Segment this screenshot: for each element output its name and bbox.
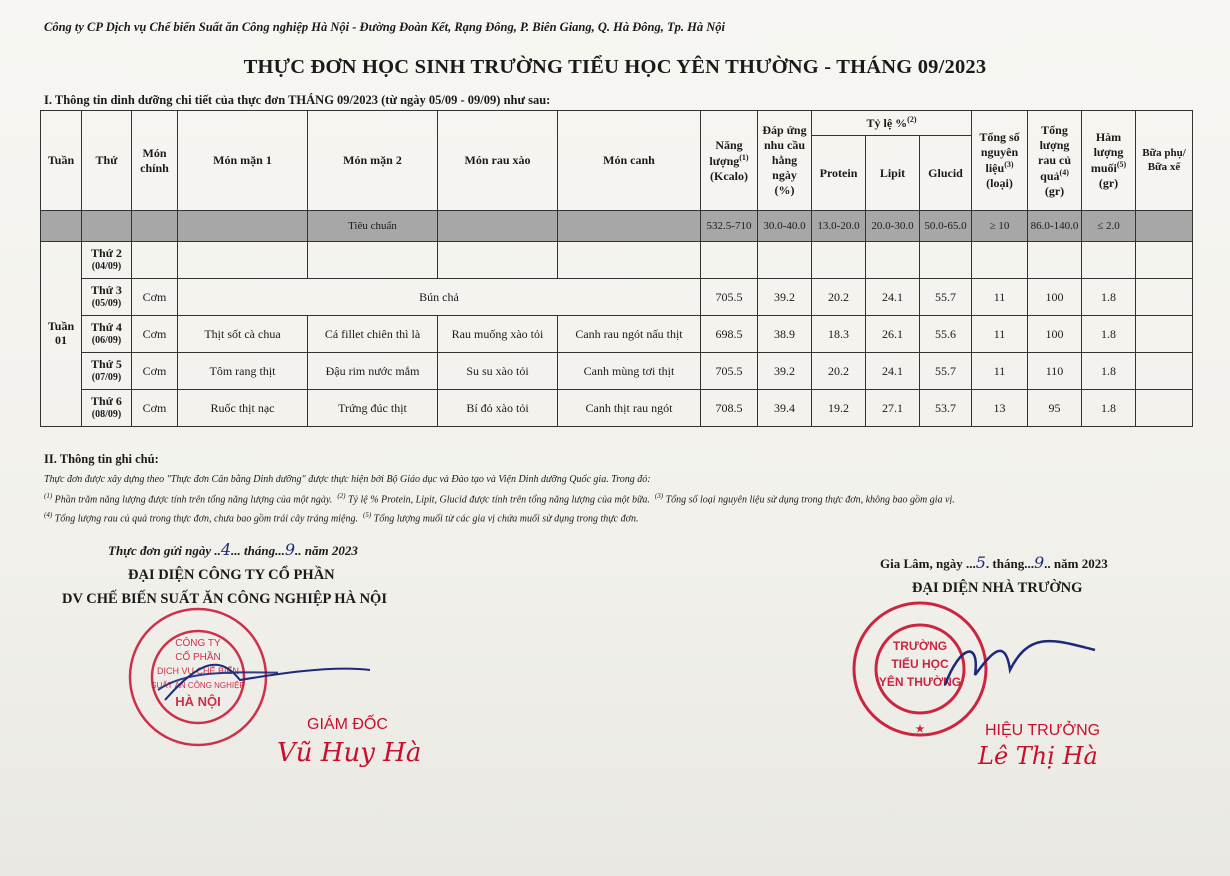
nang-luong-cell: 705.5 — [701, 353, 758, 390]
mon-chinh-cell: Cơm — [132, 353, 178, 390]
svg-text:CÔNG TY: CÔNG TY — [175, 638, 221, 649]
ham-muoi-cell: 1.8 — [1082, 279, 1136, 316]
ham-muoi-cell: 1.8 — [1082, 390, 1136, 427]
header-tong-rau: Tổng lượng rau củ quả$^{(4)}$ (gr) — [1028, 111, 1082, 211]
tong-nl-cell: 11 — [972, 279, 1028, 316]
protein-cell: 20.2 — [812, 279, 866, 316]
dap-ung-cell: 38.9 — [758, 316, 812, 353]
man2-cell: Cá fillet chiên thì là — [308, 316, 438, 353]
header-protein: Protein — [812, 136, 866, 211]
standard-tong-rau: 86.0-140.0 — [1028, 211, 1082, 242]
header-thu: Thứ — [82, 111, 132, 211]
principal-name: Lê Thị Hà — [978, 742, 1098, 770]
canh-cell: Canh rau ngót nấu thịt — [558, 316, 701, 353]
header-mon-chinh: Món chính — [132, 111, 178, 211]
header-mon-canh: Món canh — [558, 111, 701, 211]
man2-cell: Đậu rim nước mắm — [308, 353, 438, 390]
protein-cell: 20.2 — [812, 353, 866, 390]
company-rep-line-1: ĐẠI DIỆN CÔNG TY CỔ PHẦN — [128, 567, 335, 583]
header-mon-man-2: Món mặn 2 — [308, 111, 438, 211]
canh-cell: Canh thịt rau ngót — [558, 390, 701, 427]
standard-label: Tiêu chuẩn — [308, 211, 438, 242]
mon-chinh-cell: Cơm — [132, 316, 178, 353]
place-date: Gia Lâm, ngày ...5. tháng...9.. năm 2023 — [880, 553, 1108, 572]
header-tuan: Tuần — [41, 111, 82, 211]
standard-dap-ung: 30.0-40.0 — [758, 211, 812, 242]
man1-cell: Tôm rang thịt — [178, 353, 308, 390]
header-dap-ung: Đáp ứng nhu cầu hằng ngày (%) — [758, 111, 812, 211]
svg-text:DỊCH VỤ CHẾ BIẾN: DỊCH VỤ CHẾ BIẾN — [156, 666, 240, 676]
header-ham-muoi: Hàm lượng muối$^{(5)}$ (gr) — [1082, 111, 1136, 211]
protein-cell: 19.2 — [812, 390, 866, 427]
mon-chinh-cell: Cơm — [132, 279, 178, 316]
standard-ham-muoi: ≤ 2.0 — [1082, 211, 1136, 242]
glucid-cell: 55.7 — [920, 353, 972, 390]
svg-text:YÊN THƯỜNG: YÊN THƯỜNG — [878, 675, 962, 689]
protein-cell: 18.3 — [812, 316, 866, 353]
dap-ung-cell: 39.4 — [758, 390, 812, 427]
man1-cell: Ruốc thịt nạc — [178, 390, 308, 427]
svg-text:TIỂU HỌC: TIỂU HỌC — [891, 657, 949, 671]
principal-title: HIỆU TRƯỞNG — [985, 722, 1101, 739]
company-address: Công ty CP Dịch vụ Chế biến Suất ăn Công nghiệp Hà Nội - Đường Đoàn Kết, Rạng Đông, P. Biên Giang, Q. Hà Đông, Tp. Hà Nội — [44, 20, 725, 34]
dap-ung-cell: 39.2 — [758, 353, 812, 390]
rau-cell: Rau muống xào tỏi — [438, 316, 558, 353]
company-signature-stroke — [160, 650, 375, 710]
standard-tong-nl: ≥ 10 — [972, 211, 1028, 242]
note-line-2: $^{(4)}$ Tổng lượng rau củ quả trong thực đơn, chưa bao gồm trái cây tráng miệng. $^{(5)}$ Tổng lượng muối từ các gia vị chứa muối sử dụng trong thực đơn. — [44, 511, 639, 525]
rau-cell: Su su xào tỏi — [438, 353, 558, 390]
director-title: GIÁM ĐỐC — [307, 716, 388, 733]
tong-nl-cell — [972, 242, 1028, 279]
ham-muoi-cell: 1.8 — [1082, 353, 1136, 390]
glucid-cell — [920, 242, 972, 279]
ham-muoi-cell — [1082, 242, 1136, 279]
man2-cell: Trứng đúc thịt — [308, 390, 438, 427]
lipit-cell: 24.1 — [866, 279, 920, 316]
header-tong-nguyen-lieu: Tổng số nguyên liệu$^{(3)}$ (loại) — [972, 111, 1028, 211]
nang-luong-cell: 705.5 — [701, 279, 758, 316]
header-glucid: Glucid — [920, 136, 972, 211]
protein-cell — [812, 242, 866, 279]
section2-heading: II. Thông tin ghi chú: — [44, 452, 159, 466]
standard-nang-luong: 532.5-710 — [701, 211, 758, 242]
rau-cell — [438, 242, 558, 279]
lipit-cell: 24.1 — [866, 353, 920, 390]
tong-nl-cell: 11 — [972, 353, 1028, 390]
dap-ung-cell: 39.2 — [758, 279, 812, 316]
lipit-cell: 27.1 — [866, 390, 920, 427]
svg-text:HÀ NỘI: HÀ NỘI — [175, 694, 221, 709]
menu-table — [40, 110, 1193, 427]
table-row — [41, 353, 1193, 390]
tong-nl-cell: 11 — [972, 316, 1028, 353]
standard-glucid: 50.0-65.0 — [920, 211, 972, 242]
tong-rau-cell: 100 — [1028, 316, 1082, 353]
nang-luong-cell: 698.5 — [701, 316, 758, 353]
rau-cell: Bí đỏ xào tỏi — [438, 390, 558, 427]
day-cell: Thứ 2 (04/09) — [82, 242, 132, 279]
svg-text:★: ★ — [915, 724, 925, 735]
mon-chinh-cell: Cơm — [132, 390, 178, 427]
director-name: Vũ Huy Hà — [277, 738, 422, 768]
day-cell: Thứ 6 (08/09) — [82, 390, 132, 427]
school-rep: ĐẠI DIỆN NHÀ TRƯỜNG — [912, 580, 1083, 596]
nang-luong-cell: 708.5 — [701, 390, 758, 427]
company-rep-line-2: DV CHẾ BIẾN SUẤT ĂN CÔNG NGHIỆP HÀ NỘI — [62, 591, 387, 607]
canh-cell — [558, 242, 701, 279]
ham-muoi-cell: 1.8 — [1082, 316, 1136, 353]
tong-rau-cell: 100 — [1028, 279, 1082, 316]
day-cell: Thứ 4 (06/09) — [82, 316, 132, 353]
standard-row — [41, 211, 1193, 242]
dap-ung-cell — [758, 242, 812, 279]
header-lipit: Lipit — [866, 136, 920, 211]
man1-cell — [178, 242, 308, 279]
page-title: THỰC ĐƠN HỌC SINH TRƯỜNG TIỂU HỌC YÊN THƯỜNG - THÁNG 09/2023 — [243, 56, 987, 78]
tong-rau-cell — [1028, 242, 1082, 279]
day-cell: Thứ 5 (07/09) — [82, 353, 132, 390]
glucid-cell: 55.6 — [920, 316, 972, 353]
note-line-1: $^{(1)}$ Phần trăm năng lượng được tính trên tổng năng lượng của một ngày. $^{(2)}$ Tỷ lệ % Protein, Lipit, Glucid được tính trên tổng năng lượng của một bữa. $^{(3)}$ Tổng số loại nguyên liệu sử dụng trong thực đơn, không bao gồm gia vị. — [44, 492, 955, 506]
man2-cell — [308, 242, 438, 279]
header-mon-rau-xao: Món rau xào — [438, 111, 558, 211]
standard-protein: 13.0-20.0 — [812, 211, 866, 242]
standard-lipit: 20.0-30.0 — [866, 211, 920, 242]
principal-signature-stroke — [935, 625, 1100, 695]
tong-rau-cell: 110 — [1028, 353, 1082, 390]
lipit-cell — [866, 242, 920, 279]
mon-chinh-cell — [132, 242, 178, 279]
table-row — [41, 390, 1193, 427]
table-row — [41, 279, 1193, 316]
header-nang-luong: Năng lượng$^{(1)}$ (Kcalo) — [701, 111, 758, 211]
section1-heading: I. Thông tin dinh dưỡng chi tiết của thực đơn THÁNG 09/2023 (từ ngày 05/09 - 09/09) như sau: — [44, 93, 551, 107]
table-row — [41, 242, 1193, 279]
sent-date: Thực đơn gửi ngày ..4... tháng...9.. năm 2023 — [108, 540, 358, 559]
svg-text:CỔ PHẦN: CỔ PHẦN — [175, 652, 221, 663]
lipit-cell: 26.1 — [866, 316, 920, 353]
svg-text:TRƯỜNG: TRƯỜNG — [892, 639, 948, 653]
nang-luong-cell — [701, 242, 758, 279]
glucid-cell: 53.7 — [920, 390, 972, 427]
tong-rau-cell: 95 — [1028, 390, 1082, 427]
header-ty-le: Tỷ lệ %$^{(2)}$ — [812, 111, 972, 136]
canh-cell: Canh mùng tơi thịt — [558, 353, 701, 390]
merged-dish-cell: Bún chả — [178, 279, 701, 316]
svg-text:SUẤT ĂN CÔNG NGHIỆP: SUẤT ĂN CÔNG NGHIỆP — [151, 681, 245, 690]
header-bua-phu: Bữa phụ/ Bữa xế — [1136, 111, 1193, 211]
week-label: Tuần 01 — [41, 242, 82, 427]
glucid-cell: 55.7 — [920, 279, 972, 316]
note-intro: Thực đơn được xây dựng theo "Thực đơn Cân bằng Dinh dưỡng" được thực hiện bởi Bộ Giáo dục và Đào tạo và Viện Dinh dưỡng Quốc gia. Trong đó: — [44, 474, 651, 485]
header-mon-man-1: Món mặn 1 — [178, 111, 308, 211]
tong-nl-cell: 13 — [972, 390, 1028, 427]
day-cell: Thứ 3 (05/09) — [82, 279, 132, 316]
man1-cell: Thịt sốt cà chua — [178, 316, 308, 353]
table-row — [41, 316, 1193, 353]
